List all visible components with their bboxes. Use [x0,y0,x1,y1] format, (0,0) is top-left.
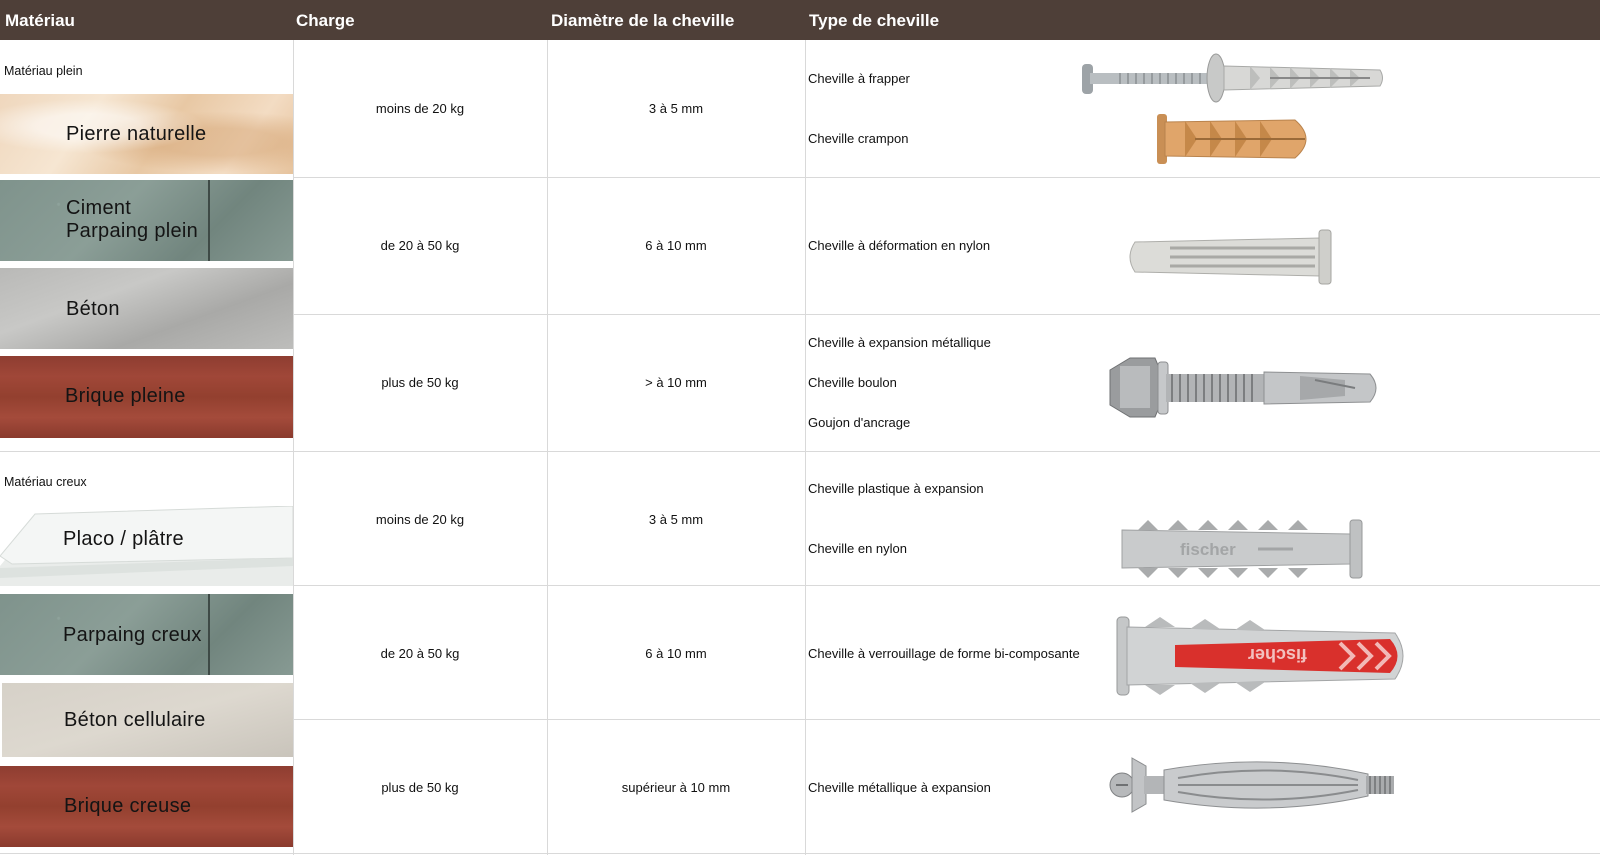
anchor-type: Goujon d'ancrage [808,415,911,430]
grid-line [0,853,1600,854]
diameter-value: 6 à 10 mm [645,646,707,661]
material-label: Béton [66,298,120,320]
material-swatch-natural-stone [0,94,293,174]
table-header [0,0,1600,40]
section-solid: Matériau plein [4,64,83,78]
header-charge: Charge [296,11,355,30]
charge-value: plus de 50 kg [381,375,459,390]
duopower-brand-text: fischer [1247,645,1307,665]
material-label: Brique creuse [64,795,192,817]
charge-value: moins de 20 kg [375,512,465,527]
material-swatch-hollow-block [0,594,293,675]
anchor-type: Cheville à déformation en nylon [808,238,991,253]
anchor-type: Cheville à verrouillage de forme bi-composante [808,646,1080,661]
material-label: Ciment Parpaing plein [66,197,199,242]
material-label: Placo / plâtre [63,528,184,550]
diameter-value: supérieur à 10 mm [621,780,731,795]
grid-line [805,40,806,855]
expansion-bolt-icon [1100,350,1385,425]
hammer-plug-icon [1080,52,1385,104]
grid-line [293,314,1600,315]
material-label: Pierre naturelle [66,123,207,145]
grid-line [293,585,1600,586]
nylon-plug-icon [1125,228,1335,286]
material-label: Parpaing creux [63,624,202,646]
diameter-value: 3 à 5 mm [648,101,704,116]
anchor-type: Cheville à frapper [808,71,910,86]
diameter-value: 6 à 10 mm [645,238,707,253]
material-swatch-concrete [0,268,293,349]
material-swatch-hollow-brick [0,766,293,847]
charge-value: plus de 50 kg [381,780,459,795]
grid-line [293,177,1600,178]
material-swatch-cement [0,180,293,261]
material-swatch-plaster [0,506,293,586]
grid-line [547,40,548,855]
material-swatch-solid-brick [0,356,293,438]
anchor-type: Cheville crampon [808,131,909,146]
fischer-plug-icon [1118,516,1368,582]
header-material: Matériau [5,11,75,30]
diameter-value: > à 10 mm [645,375,707,390]
cramp-plug-icon [1155,112,1320,167]
duopower-plug-icon [1115,615,1415,697]
diameter-value: 3 à 5 mm [648,512,704,527]
grid-line [293,719,1600,720]
anchor-type: Cheville à expansion métallique [808,335,991,350]
material-swatch-aerated-concrete [2,683,293,757]
material-label: Brique pleine [65,385,186,407]
section-hollow: Matériau creux [4,475,87,489]
grid-line [0,451,1600,452]
fischer-brand-text: fischer [1180,540,1236,559]
grid-line [293,40,294,855]
anchor-type: Cheville boulon [808,375,897,390]
charge-value: moins de 20 kg [375,101,465,116]
anchor-type: Cheville en nylon [808,541,908,556]
charge-value: de 20 à 50 kg [380,238,460,253]
anchor-type: Cheville plastique à expansion [808,481,984,496]
header-type: Type de cheville [809,11,940,30]
charge-value: de 20 à 50 kg [380,646,460,661]
material-label: Béton cellulaire [64,709,206,731]
anchor-type: Cheville métallique à expansion [808,780,991,795]
hollow-wall-anchor-icon [1108,748,1398,822]
header-diameter: Diamètre de la cheville [551,11,735,30]
